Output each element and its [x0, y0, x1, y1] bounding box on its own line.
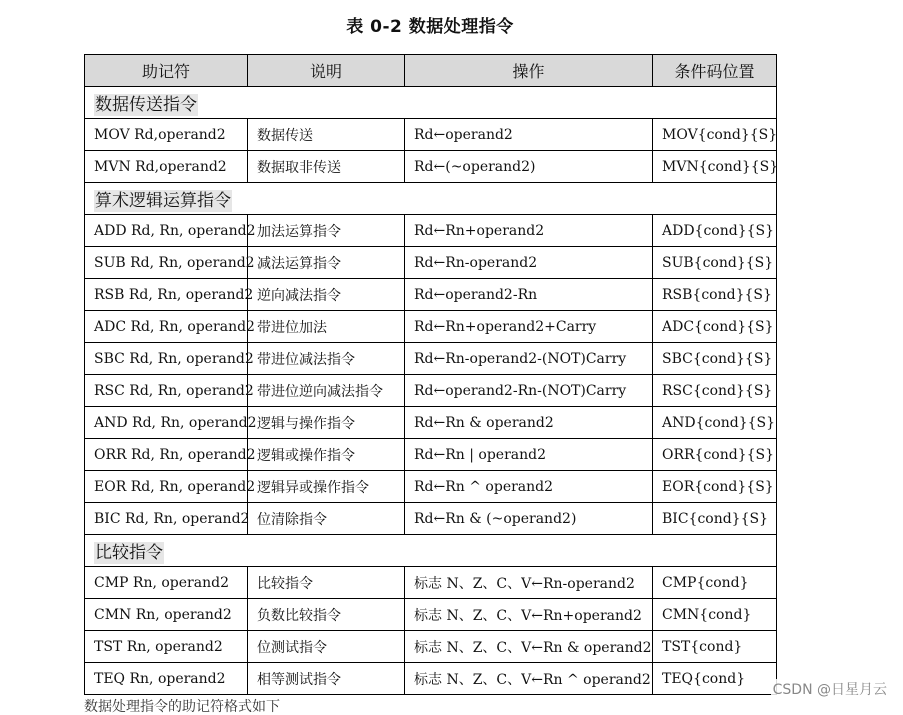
cell-operation: Rd←Rn & operand2	[405, 407, 653, 439]
cell-description: 位测试指令	[248, 631, 405, 663]
table-row	[85, 663, 777, 695]
cell-description: 带进位加法	[248, 311, 405, 343]
cell-mnemonic: SUB Rd, Rn, operand2	[85, 247, 248, 279]
table-row	[85, 119, 777, 151]
table-body	[85, 87, 777, 695]
cell-mnemonic: MVN Rd,operand2	[85, 151, 248, 183]
table-row	[85, 567, 777, 599]
table-row	[85, 375, 777, 407]
section-cell	[85, 535, 777, 567]
section-row	[85, 87, 777, 119]
cell-operation: Rd←Rn | operand2	[405, 439, 653, 471]
cell-operation: 标志 N、Z、C、V←Rn & operand2	[405, 631, 653, 663]
cell-condition: BIC{cond}{S}	[653, 503, 777, 535]
table-row	[85, 599, 777, 631]
table-header	[85, 55, 777, 87]
cell-operation: Rd←operand2-Rn	[405, 279, 653, 311]
cell-mnemonic: TST Rn, operand2	[85, 631, 248, 663]
cell-mnemonic: RSB Rd, Rn, operand2	[85, 279, 248, 311]
cell-condition: MOV{cond}{S}	[653, 119, 777, 151]
cell-description: 比较指令	[248, 567, 405, 599]
cell-operation: Rd←Rn+operand2	[405, 215, 653, 247]
cell-description: 逻辑或操作指令	[248, 439, 405, 471]
table-row	[85, 279, 777, 311]
cell-mnemonic: MOV Rd,operand2	[85, 119, 248, 151]
cell-description: 负数比较指令	[248, 599, 405, 631]
table-row	[85, 407, 777, 439]
cell-mnemonic: ADC Rd, Rn, operand2	[85, 311, 248, 343]
table-row	[85, 343, 777, 375]
cell-description: 逆向减法指令	[248, 279, 405, 311]
table-caption: 表 0-2 数据处理指令	[346, 17, 514, 37]
cell-operation: Rd←operand2-Rn-(NOT)Carry	[405, 375, 653, 407]
cell-condition: AND{cond}{S}	[653, 407, 777, 439]
cell-mnemonic: BIC Rd, Rn, operand2	[85, 503, 248, 535]
cell-mnemonic: TEQ Rn, operand2	[85, 663, 248, 695]
cell-description: 减法运算指令	[248, 247, 405, 279]
table-row	[85, 631, 777, 663]
section-row	[85, 535, 777, 567]
cell-operation: Rd←Rn-operand2	[405, 247, 653, 279]
cell-description: 加法运算指令	[248, 215, 405, 247]
section-cell	[85, 87, 777, 119]
cell-description: 带进位逆向减法指令	[248, 375, 405, 407]
header-operation: 操作	[405, 55, 653, 87]
cell-mnemonic: RSC Rd, Rn, operand2	[85, 375, 248, 407]
cell-description: 位清除指令	[248, 503, 405, 535]
cell-condition: ADD{cond}{S}	[653, 215, 777, 247]
trailing-text: 数据处理指令的助记符格式如下	[84, 699, 280, 715]
cell-description: 数据传送	[248, 119, 405, 151]
cell-condition: ADC{cond}{S}	[653, 311, 777, 343]
instruction-table	[84, 54, 777, 695]
cell-description: 数据取非传送	[248, 151, 405, 183]
header-condition-position: 条件码位置	[653, 55, 777, 87]
cell-condition: TST{cond}	[653, 631, 777, 663]
cell-description: 逻辑与操作指令	[248, 407, 405, 439]
cell-condition: CMP{cond}	[653, 567, 777, 599]
cell-mnemonic: EOR Rd, Rn, operand2	[85, 471, 248, 503]
section-title: 算术逻辑运算指令	[95, 191, 231, 211]
header-mnemonic: 助记符	[85, 55, 248, 87]
cell-condition: EOR{cond}{S}	[653, 471, 777, 503]
header-description: 说明	[248, 55, 405, 87]
table-row	[85, 247, 777, 279]
cell-description: 逻辑异或操作指令	[248, 471, 405, 503]
cell-mnemonic: ADD Rd, Rn, operand2	[85, 215, 248, 247]
cell-condition: TEQ{cond}	[653, 663, 777, 695]
cell-operation: Rd←operand2	[405, 119, 653, 151]
csdn-watermark: CSDN @日星月云	[771, 679, 889, 699]
table-row	[85, 151, 777, 183]
section-cell	[85, 183, 777, 215]
header-row	[85, 55, 777, 87]
section-title: 比较指令	[95, 543, 163, 563]
cell-description: 相等测试指令	[248, 663, 405, 695]
cell-mnemonic: ORR Rd, Rn, operand2	[85, 439, 248, 471]
cell-operation: 标志 N、Z、C、V←Rn+operand2	[405, 599, 653, 631]
cell-condition: SUB{cond}{S}	[653, 247, 777, 279]
cell-operation: Rd←(~operand2)	[405, 151, 653, 183]
cell-condition: CMN{cond}	[653, 599, 777, 631]
cell-mnemonic: AND Rd, Rn, operand2	[85, 407, 248, 439]
cell-operation: Rd←Rn-operand2-(NOT)Carry	[405, 343, 653, 375]
cell-condition: ORR{cond}{S}	[653, 439, 777, 471]
cell-mnemonic: CMN Rn, operand2	[85, 599, 248, 631]
cell-mnemonic: SBC Rd, Rn, operand2	[85, 343, 248, 375]
cell-operation: Rd←Rn ^ operand2	[405, 471, 653, 503]
cell-operation: 标志 N、Z、C、V←Rn-operand2	[405, 567, 653, 599]
cell-condition: RSB{cond}{S}	[653, 279, 777, 311]
cell-condition: SBC{cond}{S}	[653, 343, 777, 375]
cell-condition: MVN{cond}{S}	[653, 151, 777, 183]
cell-description: 带进位减法指令	[248, 343, 405, 375]
cell-operation: Rd←Rn+operand2+Carry	[405, 311, 653, 343]
table-row	[85, 471, 777, 503]
table-row	[85, 503, 777, 535]
table-row	[85, 439, 777, 471]
cell-mnemonic: CMP Rn, operand2	[85, 567, 248, 599]
cell-operation: Rd←Rn & (~operand2)	[405, 503, 653, 535]
section-title: 数据传送指令	[95, 95, 197, 115]
table-row	[85, 311, 777, 343]
cell-condition: RSC{cond}{S}	[653, 375, 777, 407]
cell-operation: 标志 N、Z、C、V←Rn ^ operand2	[405, 663, 653, 695]
table-row	[85, 215, 777, 247]
section-row	[85, 183, 777, 215]
